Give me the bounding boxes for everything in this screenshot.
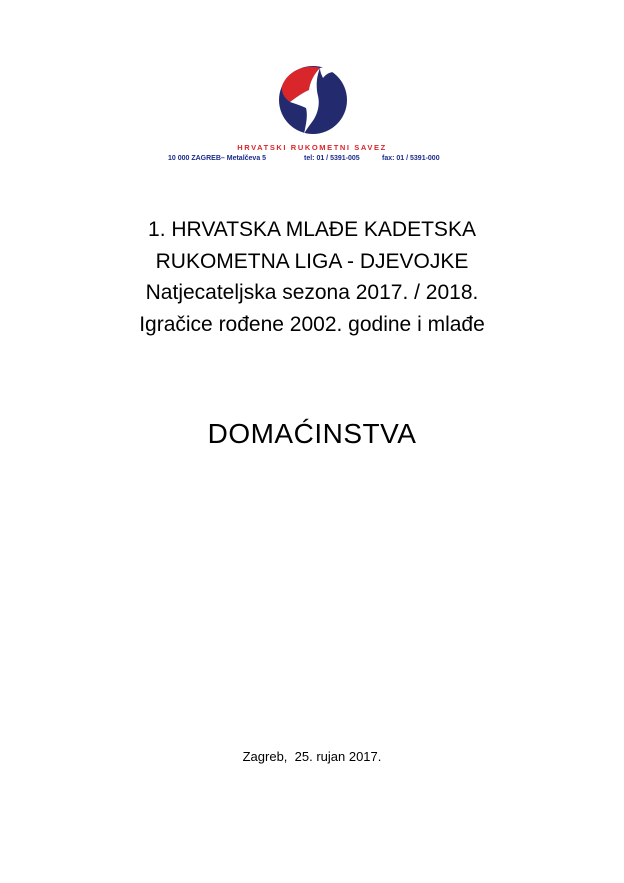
organization-name: HRVATSKI RUKOMETNI SAVEZ	[237, 143, 387, 152]
organization-fax: fax: 01 / 5391-000	[382, 155, 440, 162]
title-line-1: 1. HRVATSKA MLAĐE KADETSKA	[148, 218, 476, 241]
document-title	[0, 214, 624, 340]
document-heading: DOMAĆINSTVA	[207, 418, 417, 449]
title-line-4: Igračice rođene 2002. godine i mlađe	[139, 312, 485, 336]
hrs-logo-icon	[276, 62, 348, 138]
organization-address: 10 000 ZAGREB– Metalčeva 5	[168, 155, 267, 162]
organization-tel: tel: 01 / 5391-005	[304, 155, 360, 162]
document-date: Zagreb, 25. rujan 2017.	[242, 749, 382, 764]
title-line-3: Natjecateljska sezona 2017. / 2018.	[145, 281, 479, 304]
title-line-2: RUKOMETNA LIGA - DJEVOJKE	[155, 249, 469, 273]
